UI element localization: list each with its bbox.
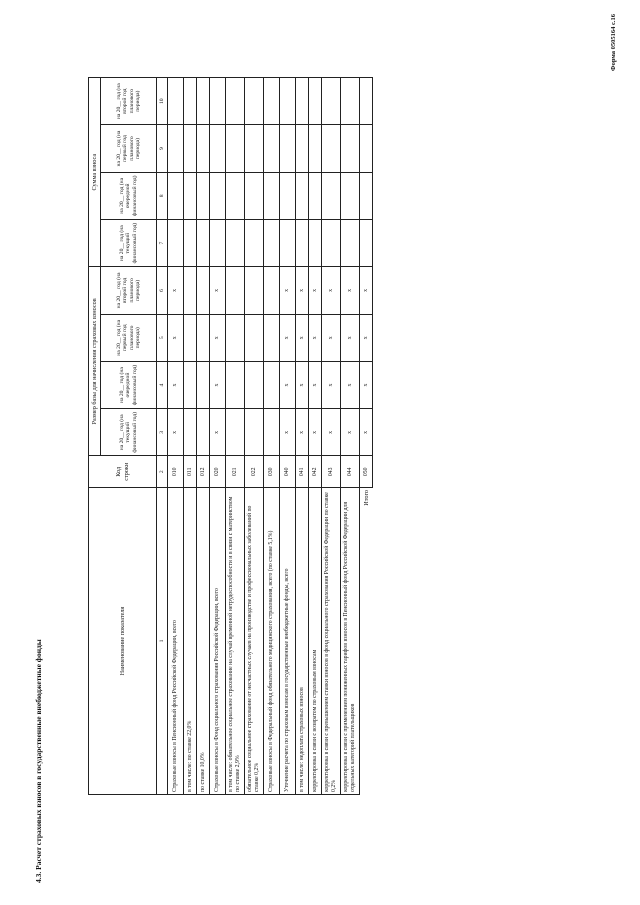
value-cell: x xyxy=(280,409,296,456)
row-name: в том числе: недоплата страховых взносов xyxy=(296,488,309,795)
value-cell xyxy=(245,314,264,361)
row-name: корректировка в связи с превышением ставки взносов в фонд социального страхования Российской Федерации по ставке 0,2% xyxy=(322,488,341,795)
row-name: в том числе: обязательное социальное страхование на случай временной нетрудоспособности и в связи с материнством по ставке 2,9% xyxy=(226,488,245,795)
row-name: Страховые взносы в Пенсионный фонд Российской Федерации, всего xyxy=(168,488,184,795)
value-cell xyxy=(264,78,280,125)
value-cell: x xyxy=(322,267,341,314)
row-code: 040 xyxy=(280,456,296,488)
value-cell xyxy=(226,314,245,361)
value-cell xyxy=(341,78,360,125)
row-name: корректировка в связи с возвратом по страховым взносам xyxy=(309,488,322,795)
value-cell xyxy=(309,78,322,125)
value-cell xyxy=(264,314,280,361)
row-name: корректировка в связи с применением пониженных тарифов взносов в Пенсионный фонд Российской Федерации для отдельных категорий плательщиков xyxy=(341,488,360,795)
value-cell xyxy=(322,220,341,267)
value-cell: x xyxy=(168,267,184,314)
table-row xyxy=(309,78,322,795)
total-value-cell: x xyxy=(360,314,373,361)
value-cell xyxy=(280,78,296,125)
value-cell xyxy=(210,78,226,125)
value-cell xyxy=(322,172,341,219)
total-value-cell xyxy=(360,220,373,267)
value-cell xyxy=(309,172,322,219)
value-cell: x xyxy=(309,314,322,361)
value-cell xyxy=(184,78,197,125)
value-cell xyxy=(245,267,264,314)
value-cell: x xyxy=(296,267,309,314)
value-cell xyxy=(245,409,264,456)
row-code: 012 xyxy=(197,456,210,488)
column-number: 6 xyxy=(157,267,168,314)
value-cell: x xyxy=(296,361,309,408)
total-value-cell xyxy=(360,78,373,125)
row-code: 044 xyxy=(341,456,360,488)
value-cell xyxy=(197,409,210,456)
value-cell xyxy=(264,361,280,408)
column-number: 4 xyxy=(157,361,168,408)
value-cell xyxy=(264,125,280,172)
subheader: на 20__ год (на очередной финансовый год) xyxy=(101,172,157,219)
column-number: 10 xyxy=(157,78,168,125)
value-cell: x xyxy=(168,361,184,408)
value-cell xyxy=(197,361,210,408)
form-code: Форма 0505164 с.16 xyxy=(610,14,617,71)
table-row xyxy=(280,78,296,795)
value-cell xyxy=(280,220,296,267)
value-cell xyxy=(210,220,226,267)
value-cell xyxy=(168,125,184,172)
value-cell xyxy=(341,172,360,219)
value-cell xyxy=(296,220,309,267)
value-cell: x xyxy=(168,409,184,456)
value-cell xyxy=(197,125,210,172)
row-name: Страховые взносы в Фонд социального страхования Российской Федерации, всего xyxy=(210,488,226,795)
row-code: 030 xyxy=(264,456,280,488)
subheader: на 20__ год (на второй год планового периода) xyxy=(101,78,157,125)
subheader: на 20__ год (на текущий финансовый год) xyxy=(101,409,157,456)
column-number: 9 xyxy=(157,125,168,172)
value-cell: x xyxy=(280,267,296,314)
total-value-cell: x xyxy=(360,267,373,314)
value-cell: x xyxy=(322,361,341,408)
value-cell: x xyxy=(296,409,309,456)
value-cell: x xyxy=(210,409,226,456)
value-cell xyxy=(226,267,245,314)
value-cell: x xyxy=(210,314,226,361)
section-title: 4.3. Расчет страховых взносов в государственные внебюджетные фонды xyxy=(34,639,43,883)
row-name: в том числе: по ставке 22,0% xyxy=(184,488,197,795)
row-name: обязательное социальное страхование от несчастных случаев на производстве и профессиональных заболеваний по ставке 0,2% xyxy=(245,488,264,795)
row-code: 043 xyxy=(322,456,341,488)
value-cell xyxy=(168,172,184,219)
subheader: на 20__ год (на второй год планового периода) xyxy=(101,267,157,314)
column-number: 7 xyxy=(157,220,168,267)
row-name: по ставке 10,0% xyxy=(197,488,210,795)
table-row xyxy=(245,78,264,795)
value-cell xyxy=(184,409,197,456)
value-cell xyxy=(184,172,197,219)
table-row xyxy=(341,78,360,795)
value-cell: x xyxy=(341,409,360,456)
row-name: Страховые взносы в Федеральный фонд обязательного медицинского страхования, всего (по ставке 5,1%) xyxy=(264,488,280,795)
value-cell: x xyxy=(309,267,322,314)
value-cell xyxy=(184,267,197,314)
value-cell xyxy=(245,361,264,408)
value-cell xyxy=(226,220,245,267)
value-cell: x xyxy=(280,361,296,408)
row-code: 041 xyxy=(296,456,309,488)
value-cell xyxy=(210,172,226,219)
value-cell xyxy=(226,125,245,172)
header-group-base: Размер базы для начисления страховых взносов xyxy=(89,267,101,456)
row-code: 022 xyxy=(245,456,264,488)
value-cell xyxy=(184,314,197,361)
row-code: 042 xyxy=(309,456,322,488)
value-cell xyxy=(280,172,296,219)
total-value-cell xyxy=(360,125,373,172)
header-group-sum: Сумма взноса xyxy=(89,78,101,267)
header-name: Наименование показателя xyxy=(89,488,157,795)
value-cell xyxy=(245,220,264,267)
value-cell xyxy=(197,172,210,219)
value-cell xyxy=(184,220,197,267)
value-cell xyxy=(280,125,296,172)
total-label: Итого xyxy=(362,490,370,506)
row-name: Уточнение расчета по страховым взносам в государственные внебюджетные фонды, всего xyxy=(280,488,296,795)
value-cell: x xyxy=(296,314,309,361)
value-cell: x xyxy=(341,314,360,361)
value-cell xyxy=(245,125,264,172)
value-cell xyxy=(226,172,245,219)
value-cell xyxy=(264,172,280,219)
value-cell xyxy=(168,78,184,125)
value-cell: x xyxy=(322,314,341,361)
total-value-cell: x xyxy=(360,361,373,408)
value-cell xyxy=(184,125,197,172)
table-row xyxy=(210,78,226,795)
value-cell xyxy=(309,220,322,267)
value-cell xyxy=(264,267,280,314)
value-cell xyxy=(296,78,309,125)
value-cell xyxy=(264,409,280,456)
column-number: 2 xyxy=(157,456,168,488)
value-cell xyxy=(184,361,197,408)
table-row xyxy=(184,78,197,795)
row-code: 010 xyxy=(168,456,184,488)
value-cell: x xyxy=(341,361,360,408)
value-cell: x xyxy=(210,267,226,314)
value-cell: x xyxy=(309,409,322,456)
subheader: на 20__ год (на первый год планового периода) xyxy=(101,314,157,361)
value-cell xyxy=(264,220,280,267)
subheader: на 20__ год (на текущий финансовый год) xyxy=(101,220,157,267)
value-cell xyxy=(210,125,226,172)
column-number: 5 xyxy=(157,314,168,361)
value-cell xyxy=(226,409,245,456)
table-row xyxy=(322,78,341,795)
value-cell xyxy=(341,220,360,267)
table-row xyxy=(296,78,309,795)
table-body xyxy=(168,78,373,795)
value-cell xyxy=(322,125,341,172)
row-code: 020 xyxy=(210,456,226,488)
contributions-table xyxy=(88,77,373,795)
value-cell: x xyxy=(210,361,226,408)
value-cell xyxy=(226,78,245,125)
table-row xyxy=(264,78,280,795)
value-cell xyxy=(245,78,264,125)
value-cell xyxy=(322,78,341,125)
table-row xyxy=(168,78,184,795)
value-cell xyxy=(341,125,360,172)
column-number: 8 xyxy=(157,172,168,219)
total-value-cell: x xyxy=(360,409,373,456)
column-number: 1 xyxy=(157,488,168,795)
subheader: на 20__ год (на очередной финансовый год) xyxy=(101,361,157,408)
value-cell xyxy=(245,172,264,219)
total-row xyxy=(360,78,373,795)
table-row xyxy=(226,78,245,795)
value-cell: x xyxy=(280,314,296,361)
table-row xyxy=(197,78,210,795)
value-cell xyxy=(309,125,322,172)
column-number: 3 xyxy=(157,409,168,456)
value-cell: x xyxy=(322,409,341,456)
subheader: на 20__ год (на первый год планового периода) xyxy=(101,125,157,172)
value-cell xyxy=(197,267,210,314)
header-code: Код строки xyxy=(89,456,157,488)
value-cell xyxy=(296,125,309,172)
row-code: 011 xyxy=(184,456,197,488)
value-cell xyxy=(168,220,184,267)
row-code: 021 xyxy=(226,456,245,488)
value-cell xyxy=(226,361,245,408)
total-value-cell xyxy=(360,172,373,219)
value-cell: x xyxy=(168,314,184,361)
value-cell xyxy=(296,172,309,219)
value-cell xyxy=(197,220,210,267)
value-cell: x xyxy=(309,361,322,408)
value-cell xyxy=(197,78,210,125)
value-cell: x xyxy=(341,267,360,314)
value-cell xyxy=(197,314,210,361)
total-code: 050 xyxy=(360,456,373,488)
